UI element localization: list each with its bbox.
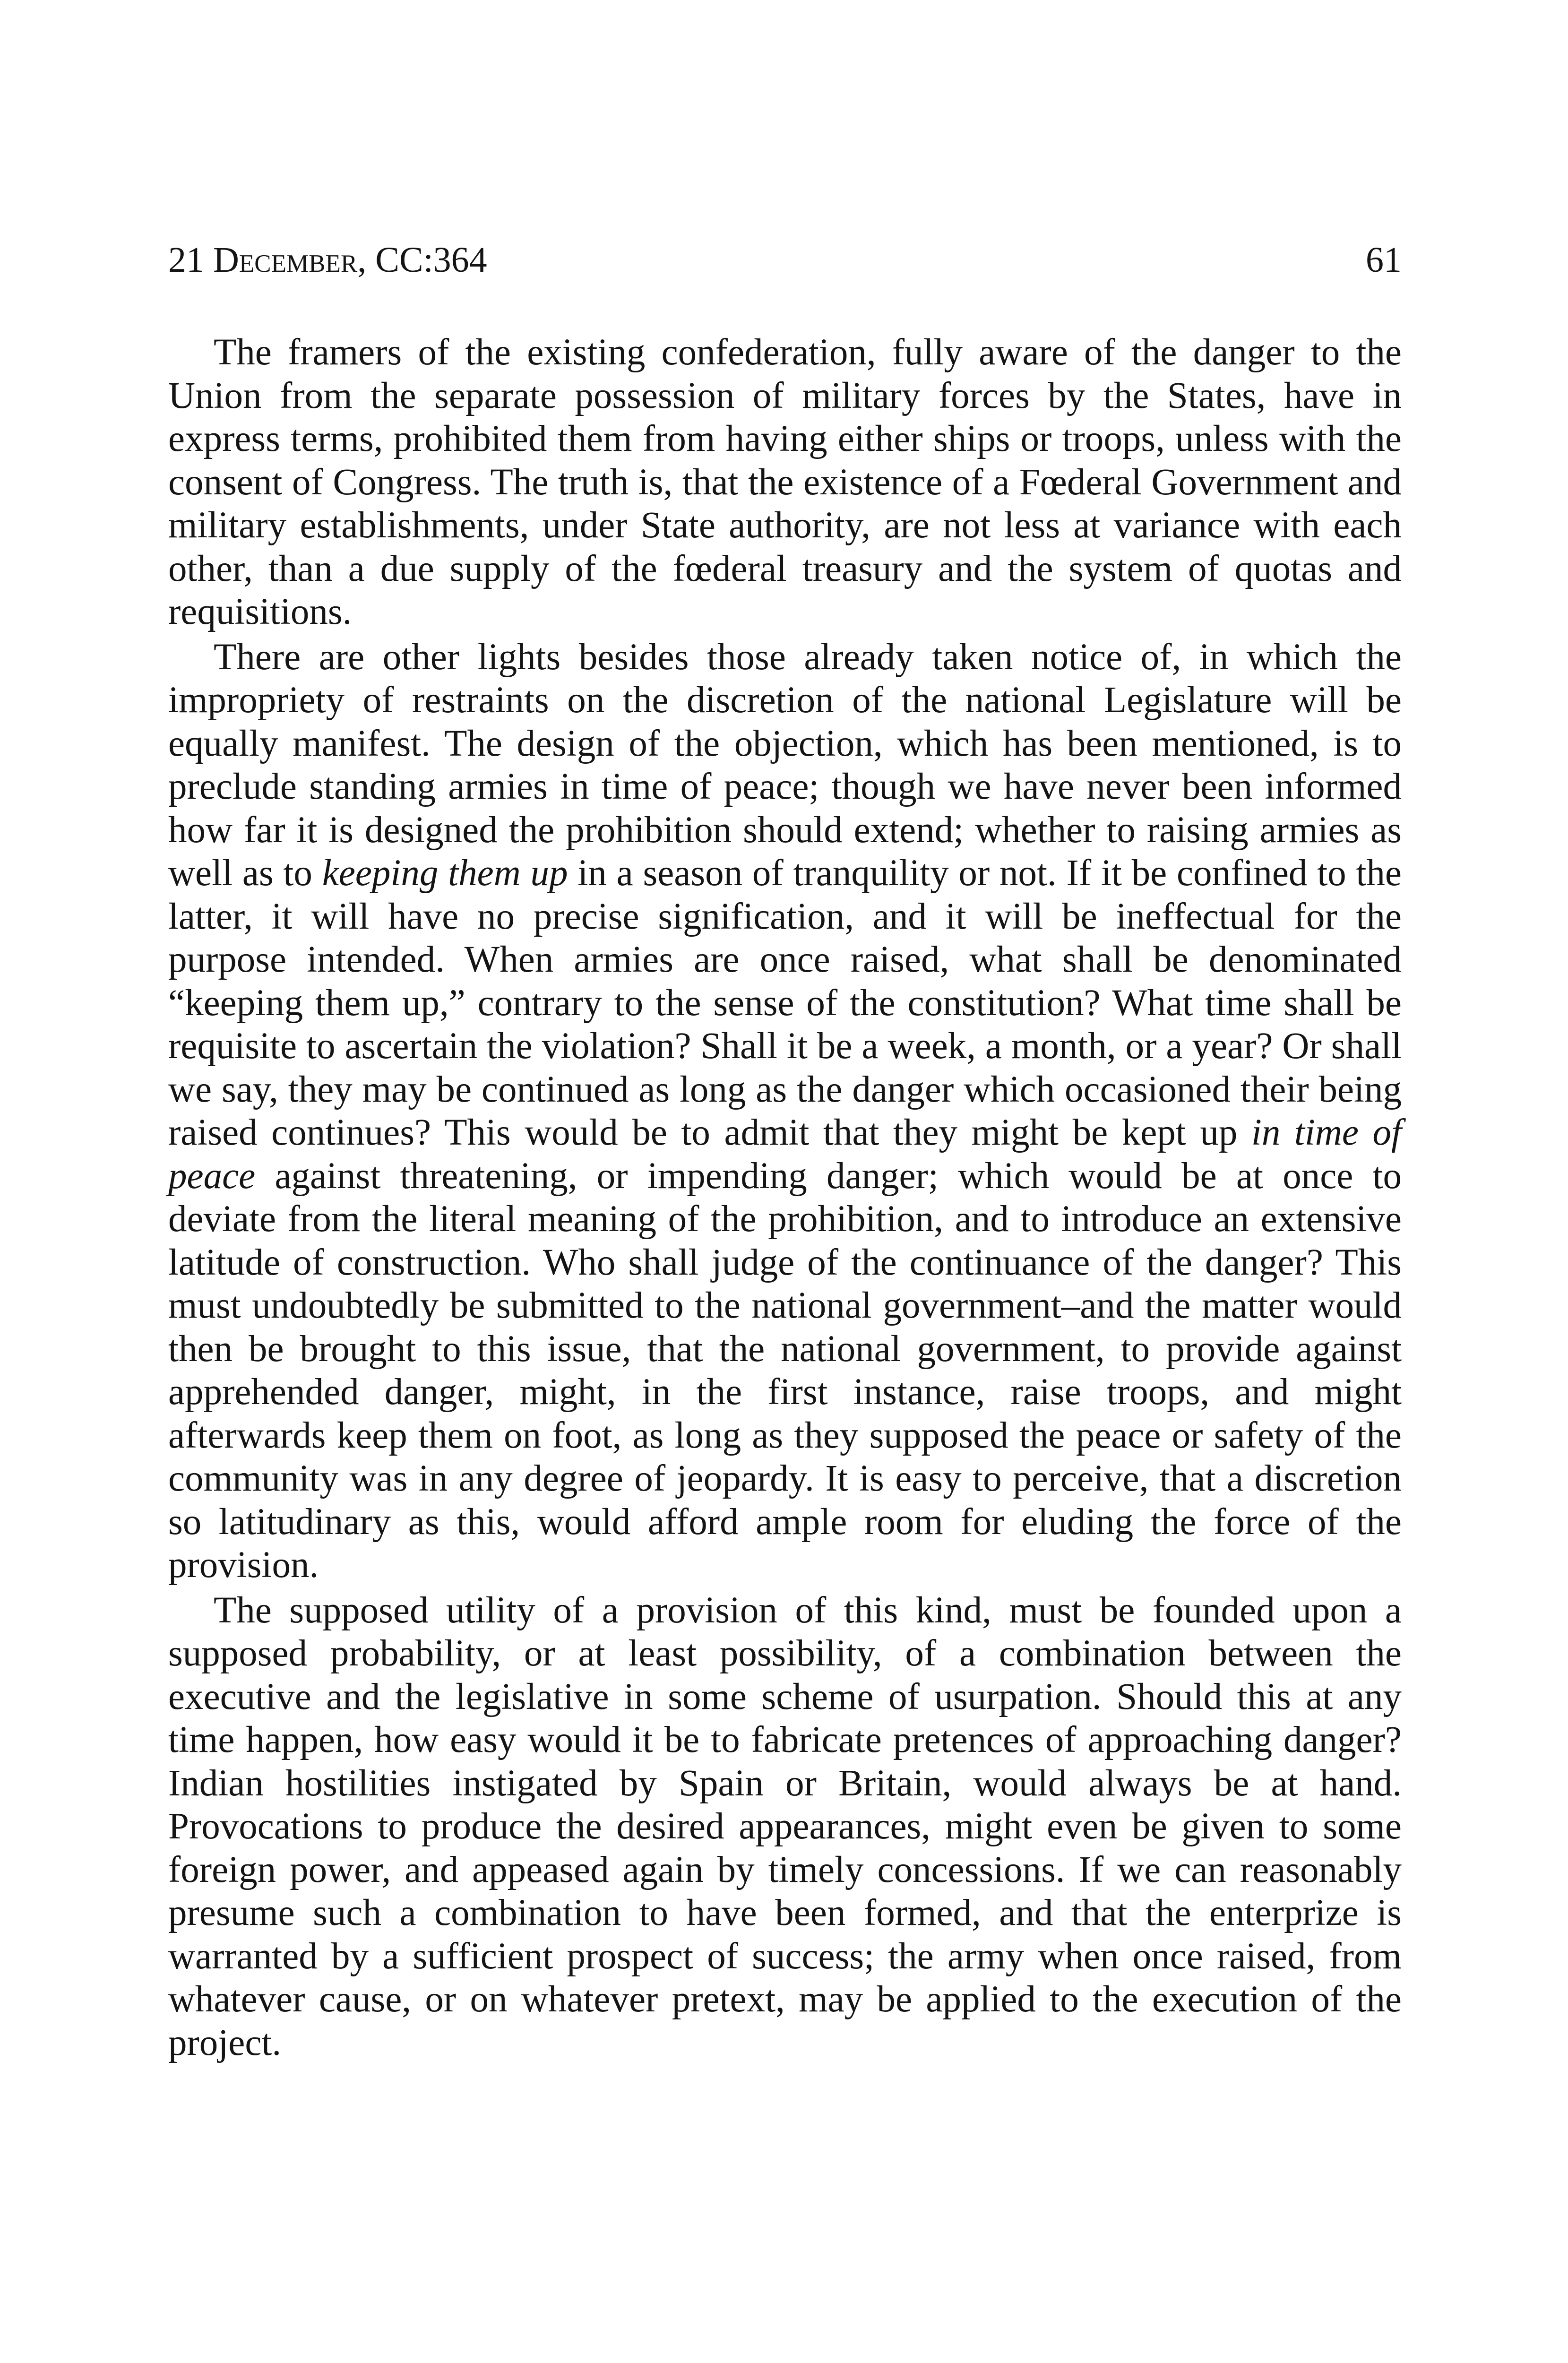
running-header <box>168 236 1402 293</box>
page-number: 61 <box>1366 240 1402 280</box>
header-day: 21 <box>168 240 204 280</box>
document-page <box>168 236 1402 2064</box>
header-date-citation: 21 December, CC:364 <box>168 240 487 280</box>
paragraph-1: The framers of the existing confederation, fully aware of the danger to the Union from the separate possession of military forces by the States, have in express terms, prohibited them from having either ships or troops, unless with the consent of Congress. The truth is, that the existence of a Fœderal Government and military establishments, under State authority, are not less at variance with each other, than a due supply of the fœderal treasury and the system of quotas and requisitions. <box>168 332 1402 632</box>
paragraph-3: The supposed utility of a provision of this kind, must be founded upon a supposed probability, or at least possibility, of a combination between the executive and the legislative in some scheme of usurpation. Should this at any time happen, how easy would it be to fabricate pretences of approaching danger? Indian hostilities instigated by Spain or Britain, would always be at hand. Provocations to produce the desired appearances, might even be given to some foreign power, and appeased again by timely concessions. If we can reasonably presume such a combination to have been formed, and that the enterprize is warranted by a sufficient prospect of success; the army when once raised, from whatever cause, or on whatever pretext, may be applied to the execution of the project. <box>168 1589 1402 2063</box>
header-citation: CC:364 <box>375 240 487 280</box>
paragraph-2-text-2: in a season of tranquility or not. If it be confined to the latter, it will have no precise signification, and it will be ineffectual for the purpose intended. When armies are once raised, what shall be denominated “keeping them up,” contrary to the sense of the constitution? What time shall be requisite to ascertain the violation? Shall it be a week, a month, or a year? Or shall we say, they may be continued as long as the danger which occasioned their being raised continues? This would be to admit that they might be kept up <box>168 853 1402 1153</box>
paragraph-2-italic-1: keeping them up <box>322 853 568 894</box>
paragraph-2 <box>168 636 1402 1587</box>
paragraph-2-text-1: There are other lights besides those already taken notice of, in which the impropriety of restraints on the discretion of the national Legislature will be equally manifest. The design of the objection, which has been mentioned, is to preclude standing armies in time of peace; though we have never been informed how far it is designed the prohibition should extend; whether to raising armies as well as to <box>168 636 1402 894</box>
paragraph-2-italic-2: in time of peace <box>168 1112 1402 1197</box>
body-text <box>168 331 1402 2064</box>
paragraph-2-text-3: against threatening, or impending danger; which would be at once to deviate from the literal meaning of the prohibition, and to introduce an extensive latitude of construction. Who shall judge of the continuance of the danger? This must undoubtedly be submitted to the national government–and the matter would then be brought to this issue, that the national government, to provide against apprehended danger, might, in the first instance, raise troops, and might afterwards keep them on foot, as long as they supposed the peace or safety of the community was in any degree of jeopardy. It is easy to perceive, that a discretion so latitudinary as this, would afford ample room for eluding the force of the provision. <box>168 1155 1402 1586</box>
header-month: December <box>213 240 358 280</box>
